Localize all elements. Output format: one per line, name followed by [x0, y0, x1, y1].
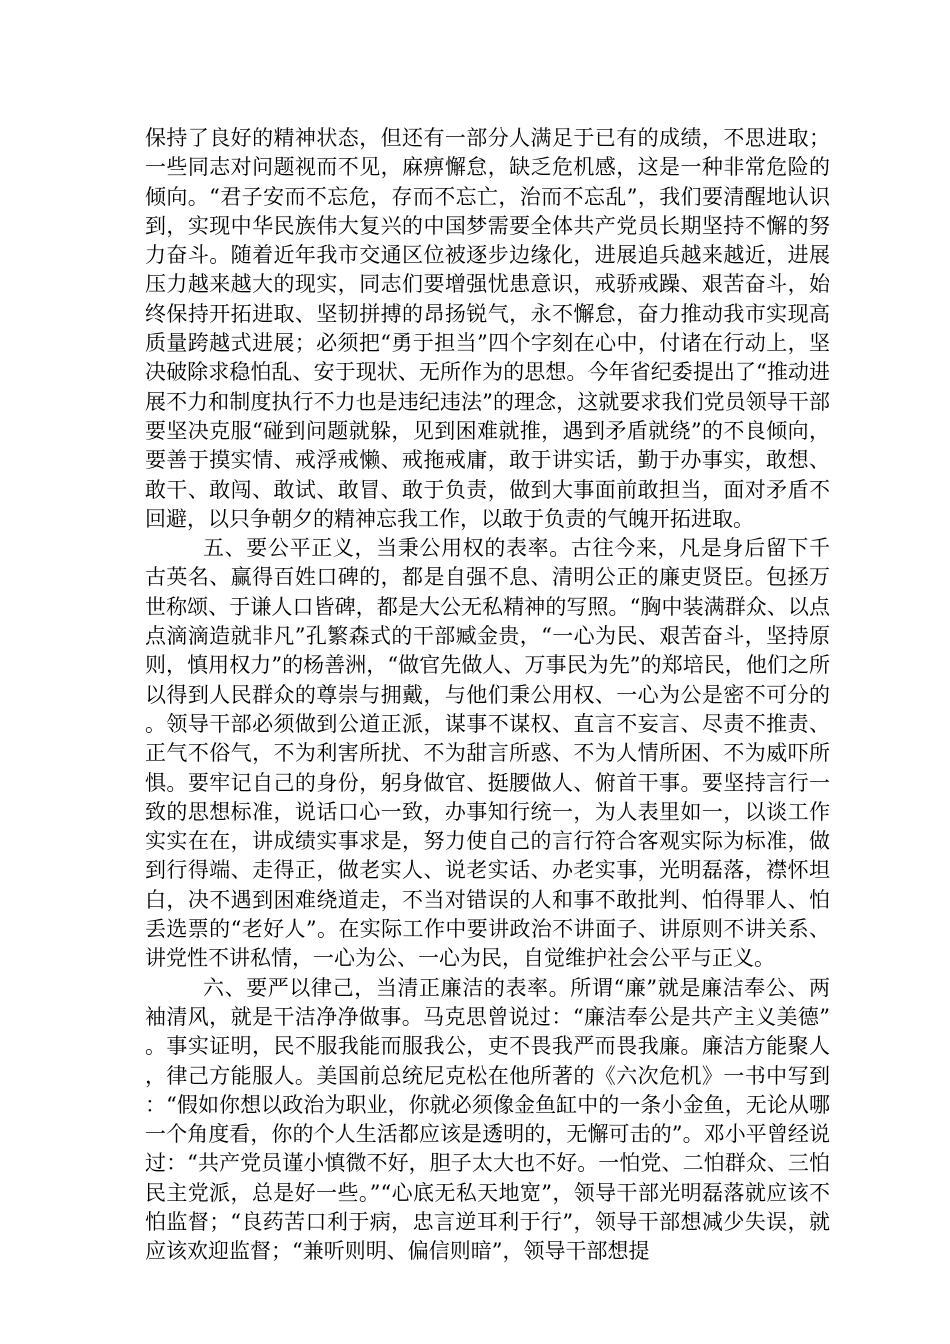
- document-body: [145, 124, 830, 1267]
- paragraph-section-five: 五、要公平正义，当秉公用权的表率。古往今来，凡是身后留下千古英名、赢得百姓口碑的，都是自强不息、清明公正的廉吏贤臣。包拯万世称颂、于谦人口皆碑，都是大公无私精神的写照。“胸中装满群众、以点点滴滴造就非凡”孔繁森式的干部臧金贵，“一心为民、艰苦奋斗，坚持原则，慎用权力”的杨善洲，“做官先做人、万事民为先”的郑培民，他们之所以得到人民群众的尊崇与拥戴，与他们秉公用权、一心为公是密不可分的。领导干部必须做到公道正派，谋事不谋权、直言不妄言、尽责不推责、正气不俗气，不为利害所扰、不为甜言所惑、不为人情所困、不为威吓所惧。要牢记自己的身份，躬身做官、挺腰做人、俯首干事。要坚持言行一致的思想标准，说话口心一致，办事知行统一，为人表里如一，以谈工作实实在在，讲成绩实事求是，努力使自己的言行符合客观实际为标准，做到行得端、走得正，做老实人、说老实话、办老实事，光明磊落，襟怀坦白，决不遇到困难绕道走，不当对错误的人和事不敢批判、怕得罪人、怕丢选票的“老好人”。在实际工作中要讲政治不讲面子、讲原则不讲关系、讲党性不讲私情，一心为公、一心为民，自觉维护社会公平与正义。: [145, 536, 830, 971]
- paragraph-continuation: 保持了良好的精神状态，但还有一部分人满足于已有的成绩，不思进取；一些同志对问题视而不见，麻痹懈怠，缺乏危机感，这是一种非常危险的倾向。“君子安而不忘危，存而不忘亡，治而不忘乱”，我们要清醒地认识到，实现中华民族伟大复兴的中国梦需要全体共产党员长期坚持不懈的努力奋斗。随着近年我市交通区位被逐步边缘化，进展追兵越来越近，进展压力越来越大的现实，同志们要增强忧患意识，戒骄戒躁、艰苦奋斗，始终保持开拓进取、坚韧拼搏的昂扬锐气，永不懈怠，奋力推动我市实现高质量跨越式进展；必须把“勇于担当”四个字刻在心中，付诸在行动上，坚决破除求稳怕乱、安于现状、无所作为的思想。今年省纪委提出了“推动进展不力和制度执行不力也是违纪违法”的理念，这就要求我们党员领导干部要坚决克服“碰到问题就躲，见到困难就推，遇到矛盾就绕”的不良倾向，要善于摸实情、戒浮戒懒、戒拖戒庸，敢于讲实话，勤于办事实，敢想、敢干、敢闯、敢试、敢冒、敢于负责，做到大事面前敢担当，面对矛盾不回避，以只争朝夕的精神忘我工作，以敢于负责的气魄开拓进取。: [145, 126, 830, 531]
- paragraph-section-six: 六、要严以律己，当清正廉洁的表率。所谓“廉”就是廉洁奉公、两袖清风，就是干洁净净做事。马克思曾说过：“廉洁奉公是共产主义美德”。事实证明，民不服我能而服我公，吏不畏我严而畏我廉。廉洁方能聚人，律己方能服人。美国前总统尼克松在他所著的《六次危机》一书中写到：“假如你想以政治为职业，你就必须像金鱼缸中的一条小金鱼，无论从哪一个角度看，你的个人生活都应该是透明的，无懈可击的”。邓小平曾经说过：“共产党员谨小慎微不好，胆子太大也不好。一怕党、二怕群众、三怕民主党派，总是好一些。”“心底无私天地宽”，领导干部光明磊落就应该不怕监督；“良药苦口利于病，忠言逆耳利于行”，领导干部想减少失误，就应该欢迎监督；“兼听则明、偏信则暗”，领导干部想提: [145, 975, 830, 1264]
